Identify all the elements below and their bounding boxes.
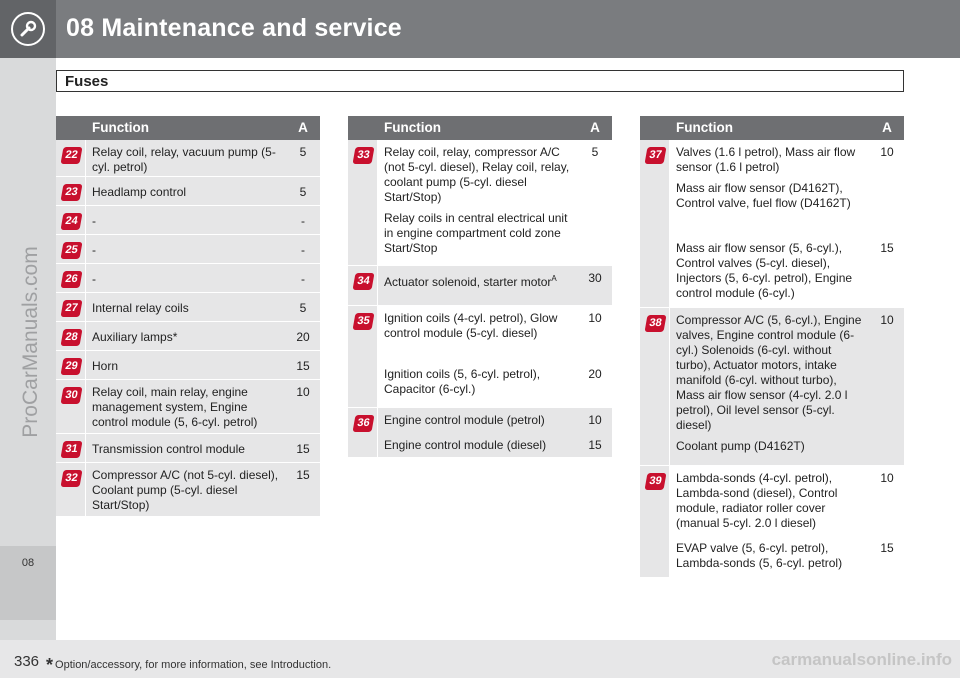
table-row xyxy=(56,264,320,293)
fuse-number-badge: 36 xyxy=(353,415,375,432)
fuse-function: Transmission control module xyxy=(92,442,245,456)
footnote xyxy=(46,652,331,673)
fuse-amp: 5 xyxy=(591,145,599,159)
table-row xyxy=(56,463,320,517)
fuse-amp: 15 xyxy=(880,241,894,255)
table-row xyxy=(348,140,612,266)
table-row xyxy=(56,293,320,322)
fuse-number-badge: 35 xyxy=(353,313,375,330)
fuse-number-badge: 39 xyxy=(645,473,667,490)
fuse-function: Compressor A/C (5, 6-cyl.), Engine valves, Engine control module (6-cyl.) Solenoids (6-cyl. without turbo), Actuator motors, intake manifold (6-cyl. without turbo), Mass air flow sensor (4-cyl. 2.0 l petrol), Oil level sensor (5-cyl. diesel) xyxy=(676,313,862,432)
fuse-number-badge: 34 xyxy=(353,273,375,290)
table-row xyxy=(56,434,320,463)
table-row xyxy=(640,140,904,236)
table-row xyxy=(640,308,904,466)
fuse-function: Mass air flow sensor (5, 6-cyl.), Control valves (5-cyl. diesel), Injectors (5, 6-cyl. petrol), Engine control module (6-cyl.) xyxy=(676,241,853,300)
table-header xyxy=(348,116,612,140)
fuse-amp: 15 xyxy=(588,438,602,452)
fuse-function: Lambda-sonds (4-cyl. petrol), Lambda-sond (diesel), Control module, radiator roller cover (manual 5-cyl. 2.0 l diesel) xyxy=(676,471,838,530)
fuse-function: Ignition coils (5, 6-cyl. petrol), Capacitor (6-cyl.) xyxy=(384,367,541,396)
fuse-number-badge: 27 xyxy=(61,300,83,317)
fuse-function: Compressor A/C (not 5-cyl. diesel), Coolant pump (5-cyl. diesel Start/Stop) xyxy=(92,468,279,512)
fuse-amp: 5 xyxy=(299,145,307,159)
fuse-function: Engine control module (petrol) xyxy=(384,413,545,427)
wrench-icon xyxy=(18,19,38,39)
chapter-header xyxy=(0,0,960,58)
fuse-number-badge: 25 xyxy=(61,242,83,259)
footnote-star: * xyxy=(46,655,54,675)
table-row xyxy=(640,236,904,308)
fuse-amp: - xyxy=(301,214,305,228)
fuse-function: - xyxy=(92,214,96,228)
fuse-table-1 xyxy=(56,116,320,517)
chapter-icon-box xyxy=(0,0,56,58)
fuse-number-badge: 23 xyxy=(61,184,83,201)
side-watermark: ProCarManuals.com xyxy=(19,246,42,438)
fuse-number-badge: 28 xyxy=(61,329,83,346)
table-row xyxy=(348,266,612,306)
fuse-amp: 10 xyxy=(588,311,602,325)
fuse-amp: 5 xyxy=(299,301,307,315)
fuse-amp: 15 xyxy=(296,359,310,373)
footnote-text: Option/accessory, for more information, see Introduction. xyxy=(55,659,332,671)
fuse-amp: 10 xyxy=(880,471,894,485)
table-row xyxy=(640,466,904,536)
fuse-function: Ignition coils (4-cyl. petrol), Glow control module (5-cyl. diesel) xyxy=(384,311,558,340)
header-amp: A xyxy=(298,120,308,135)
table-row xyxy=(56,380,320,434)
fuse-amp: - xyxy=(301,243,305,257)
fuse-function: Relay coil, relay, vacuum pump (5-cyl. petrol) xyxy=(92,145,276,174)
fuse-function: Actuator solenoid, starter motor xyxy=(384,275,552,289)
chapter-tab-number: 08 xyxy=(21,557,35,569)
fuse-number-badge: 33 xyxy=(353,147,375,164)
fuse-function: Internal relay coils xyxy=(92,301,189,315)
fuse-amp: 15 xyxy=(296,468,310,482)
chapter-title: 08 Maintenance and service xyxy=(66,14,402,42)
fuse-number-badge: 37 xyxy=(645,147,667,164)
header-function: Function xyxy=(92,120,149,135)
fuse-amp: 10 xyxy=(880,145,894,159)
fuse-amp: 30 xyxy=(588,271,602,285)
fuse-function: Horn xyxy=(92,359,119,373)
table-row xyxy=(56,322,320,351)
fuse-amp: 15 xyxy=(880,541,894,555)
section-bar xyxy=(56,70,904,92)
table-row xyxy=(56,140,320,177)
table-row xyxy=(348,408,612,433)
fuse-number-badge: 24 xyxy=(61,213,83,230)
fuse-amp: 10 xyxy=(880,313,894,327)
section-title: Fuses xyxy=(65,73,109,90)
fuse-function-extra: Coolant pump (D4162T) xyxy=(676,439,805,453)
fuse-number-badge: 29 xyxy=(61,358,83,375)
fuse-function: Relay coil, main relay, engine management system, Engine control module (5, 6-cyl. petrol) xyxy=(92,385,258,429)
fuse-number-badge: 22 xyxy=(61,147,83,164)
fuse-table-2 xyxy=(348,116,612,458)
fuse-number-badge: 38 xyxy=(645,315,667,332)
fuse-function: Valves (1.6 l petrol), Mass air flow sensor (1.6 l petrol) xyxy=(676,145,856,174)
table-row xyxy=(348,306,612,362)
fuse-function-extra: Mass air flow sensor (D4162T), Control valve, fuel flow (D4162T) xyxy=(676,181,851,210)
table-row xyxy=(56,235,320,264)
fuse-function: - xyxy=(92,272,96,286)
table-row xyxy=(348,433,612,458)
page-number: 336 xyxy=(14,653,40,670)
fuse-function: - xyxy=(92,243,96,257)
fuse-amp: 20 xyxy=(296,330,310,344)
fuse-function: Headlamp control xyxy=(92,185,187,199)
fuse-table-3 xyxy=(640,116,904,578)
header-amp: A xyxy=(882,120,892,135)
fuse-function: Auxiliary lamps* xyxy=(92,330,178,344)
table-row xyxy=(348,362,612,408)
header-amp: A xyxy=(590,120,600,135)
bottom-watermark: carmanualsonline.info xyxy=(771,650,952,669)
fuse-number-badge: 30 xyxy=(61,387,83,404)
table-row xyxy=(640,536,904,578)
fuse-amp: 15 xyxy=(296,442,310,456)
header-function: Function xyxy=(676,120,733,135)
fuse-number-badge: 32 xyxy=(61,470,83,487)
fuse-function-extra: Relay coils in central electrical unit in engine compartment cold zone Start/Stop xyxy=(384,211,568,255)
fuse-amp: 10 xyxy=(296,385,310,399)
fuse-amp: - xyxy=(301,272,305,286)
fuse-function: Relay coil, relay, compressor A/C (not 5-cyl. diesel), Relay coil, relay, coolant pump (5-cyl. diesel Start/Stop) xyxy=(384,145,570,204)
table-row xyxy=(56,206,320,235)
fuse-number-badge: 26 xyxy=(61,271,83,288)
fuse-amp: 20 xyxy=(588,367,602,381)
header-function: Function xyxy=(384,120,441,135)
fuse-number-badge: 31 xyxy=(61,441,83,458)
fuse-function: Engine control module (diesel) xyxy=(384,438,547,452)
table-row xyxy=(56,177,320,206)
fuse-function: EVAP valve (5, 6-cyl. petrol), Lambda-sonds (5, 6-cyl. petrol) xyxy=(676,541,843,570)
fuse-amp: 10 xyxy=(588,413,602,427)
table-header xyxy=(56,116,320,140)
footnote-mark: A xyxy=(551,274,557,283)
table-header xyxy=(640,116,904,140)
table-row xyxy=(56,351,320,380)
fuse-amp: 5 xyxy=(299,185,307,199)
